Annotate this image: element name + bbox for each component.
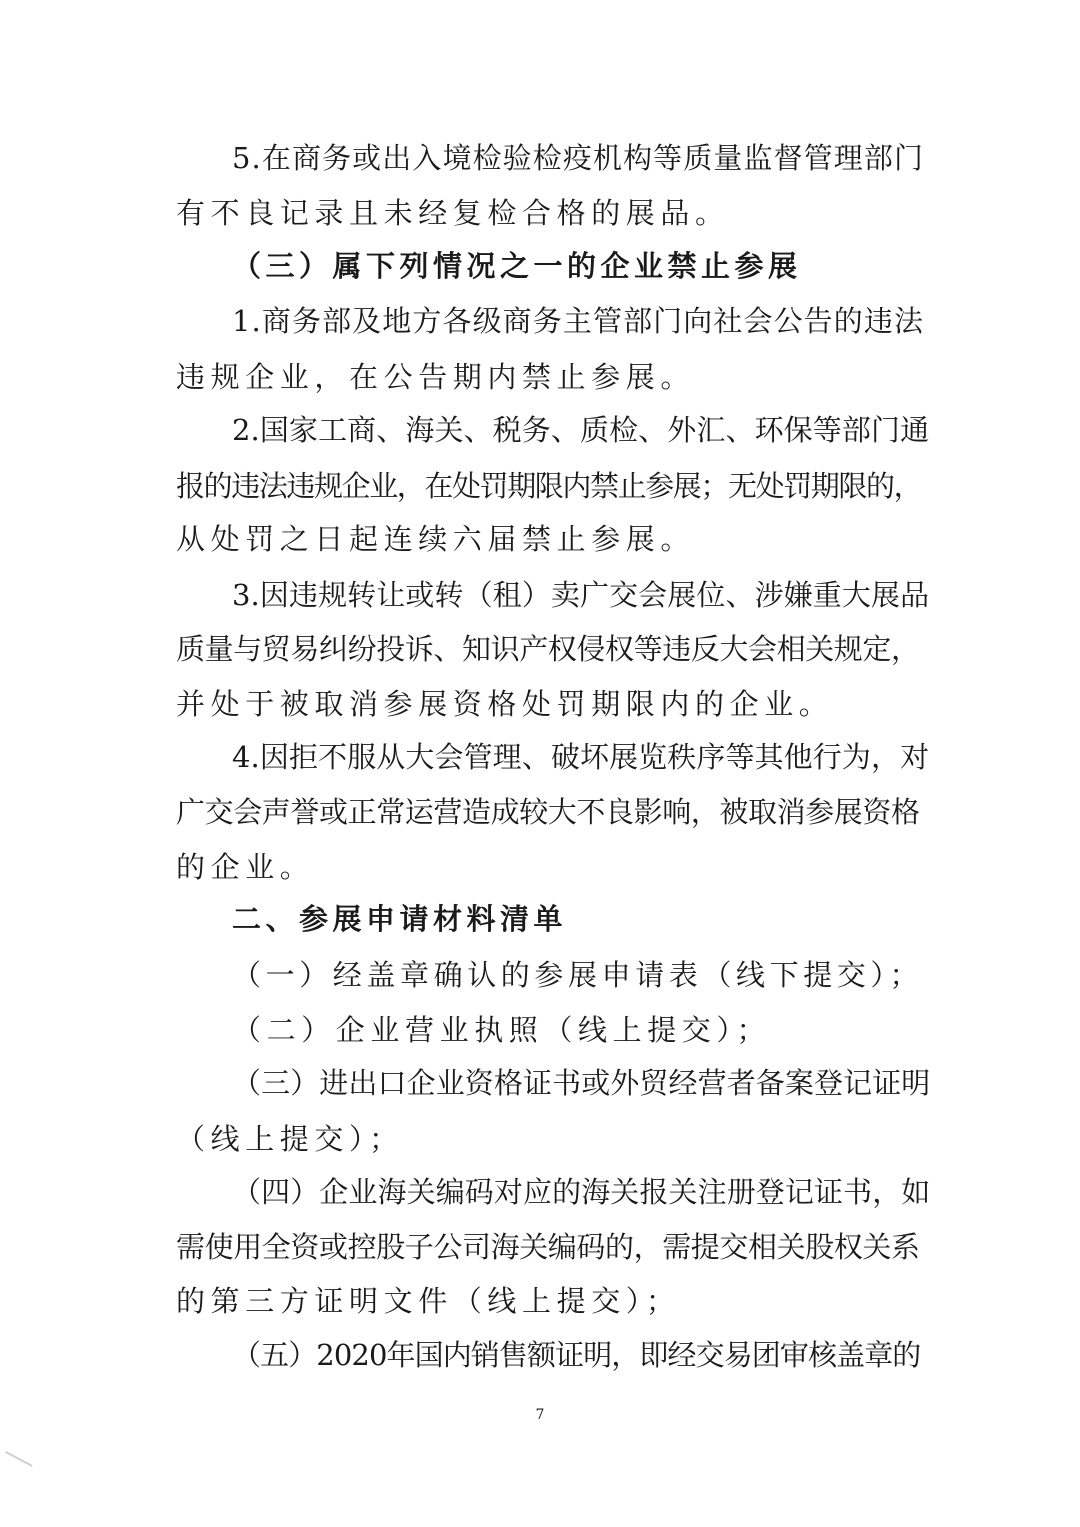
- text-line: 4.因拒不服从大会管理、破坏展览秩序等其他行为，对: [232, 740, 930, 774]
- section-heading: （三）属下列情况之一的企业禁止参展: [232, 249, 802, 283]
- text-line: 违规企业，在公告期内禁止参展。: [176, 360, 696, 394]
- text-line: 从处罚之日起连续六届禁止参展。: [176, 522, 696, 556]
- text-line: 需使用全资或控股子公司海关编码的，需提交相关股权关系: [176, 1230, 920, 1264]
- text-line: （四）企业海关编码对应的海关报关注册登记证书，如: [232, 1175, 931, 1209]
- text-line: 有不良记录且未经复检合格的展品。: [176, 196, 730, 230]
- text-line: （五）2020年国内销售额证明，即经交易团审核盖章的: [232, 1338, 921, 1372]
- text-line: 的企业。: [176, 850, 315, 884]
- text-line: 3.因违规转让或转（租）卖广交会展位、涉嫌重大展品: [232, 578, 930, 612]
- text-line: 1.商务部及地方各级商务主管部门向社会公告的违法: [232, 304, 925, 338]
- text-line: （一）经盖章确认的参展申请表（线下提交）；: [232, 958, 924, 992]
- section-heading: 二、参展申请材料清单: [232, 902, 568, 936]
- page-number: 7: [535, 1407, 545, 1423]
- text-line: 的第三方证明文件（线上提交）；: [176, 1284, 681, 1318]
- text-line: 质量与贸易纠纷投诉、知识产权侵权等违反大会相关规定，: [176, 632, 920, 666]
- text-line: 广交会声誉或正常运营造成较大不良影响，被取消参展资格: [176, 795, 920, 829]
- text-line: （三）进出口企业资格证书或外贸经营者备案登记证明: [232, 1066, 931, 1100]
- text-line: 5.在商务或出入境检验检疫机构等质量监督管理部门: [232, 141, 925, 175]
- text-line: 2.国家工商、海关、税务、质检、外汇、环保等部门通: [232, 413, 930, 447]
- scan-mark: [5, 1451, 32, 1467]
- text-line: （二）企业营业执照（线上提交）；: [232, 1013, 772, 1047]
- text-line: （线上提交）；: [176, 1122, 404, 1156]
- text-line: 报的违法违规企业，在处罚期限内禁止参展；无处罚期限的，: [176, 469, 922, 503]
- text-line: 并处于被取消参展资格处罚期限内的企业。: [176, 687, 834, 721]
